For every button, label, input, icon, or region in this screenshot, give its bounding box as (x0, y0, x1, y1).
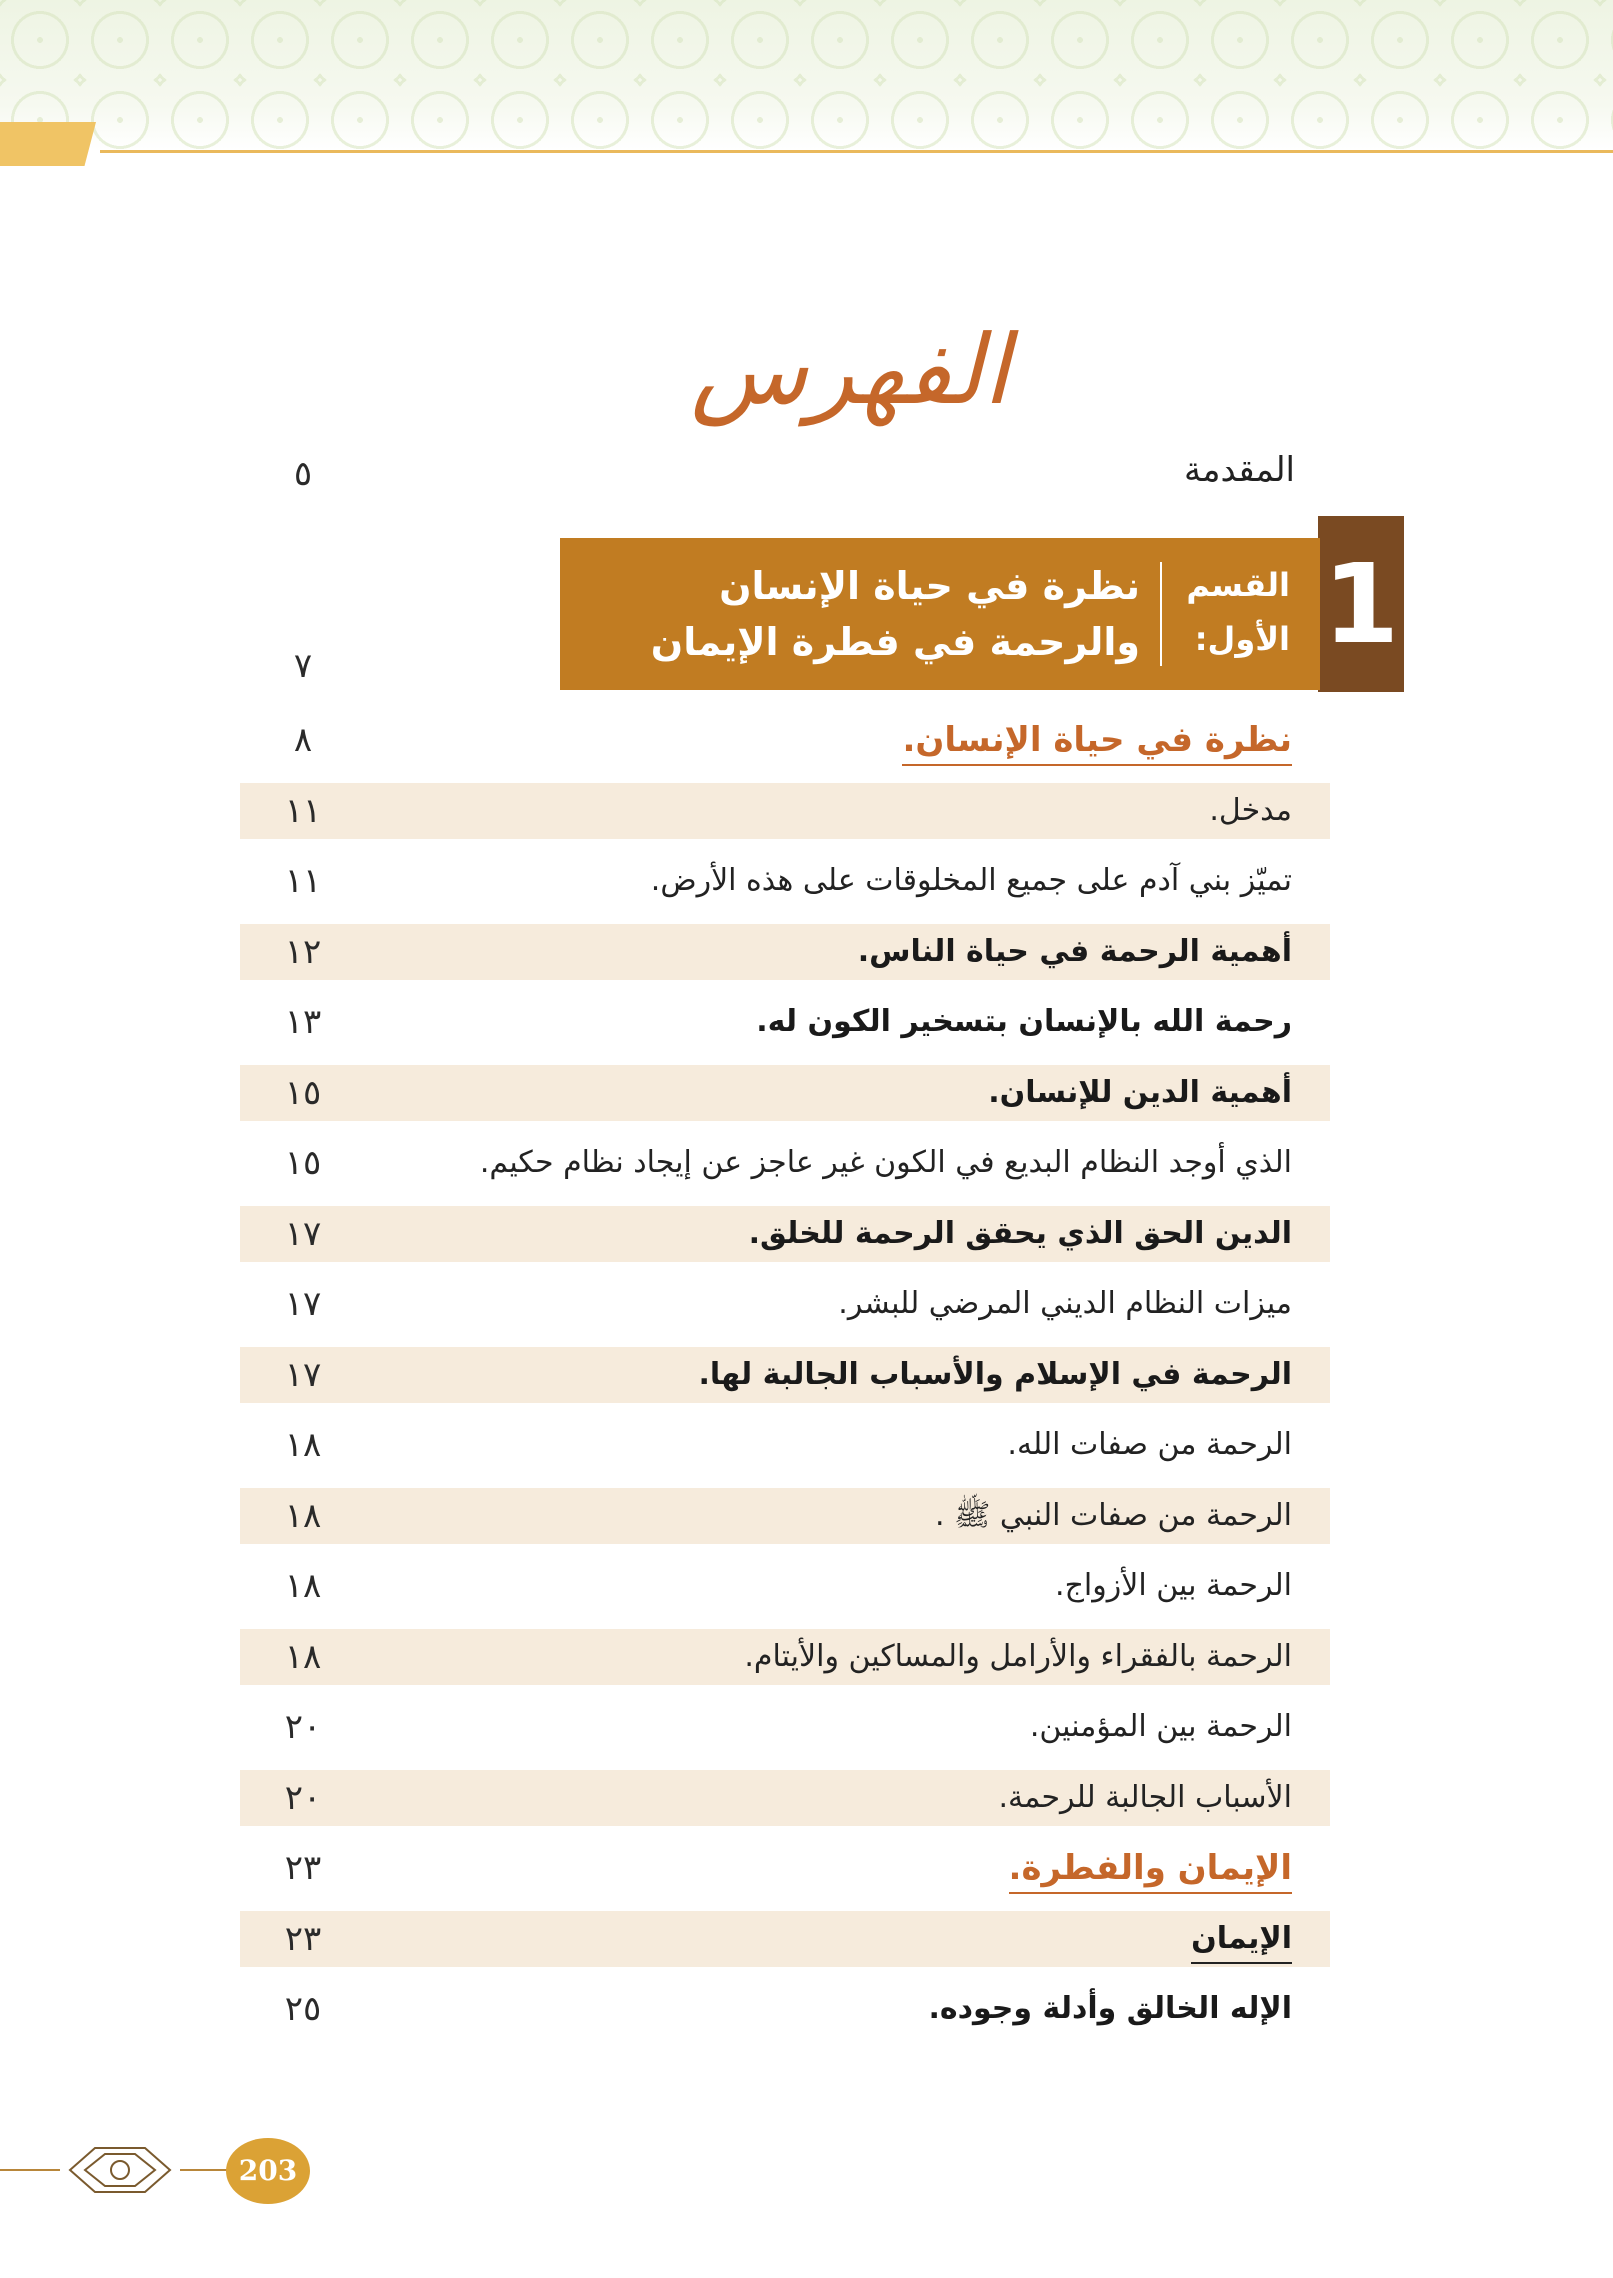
toc-row (240, 1981, 1330, 2037)
toc-row (240, 1558, 1330, 1614)
toc-entry-page: ١٨ (284, 1637, 322, 1677)
toc-row (240, 1770, 1330, 1826)
toc-entry-label: الذي أوجد النظام البديع في الكون غير عاجز عن إيجاد نظام حكيم. (479, 1145, 1292, 1180)
banner-divider (1160, 562, 1162, 666)
part-label-line1: القسم (1186, 566, 1290, 604)
toc-intro-page: ٥ (293, 454, 313, 494)
toc-row (240, 1840, 1330, 1896)
top-rule-line (100, 150, 1613, 153)
toc-entry-label: الرحمة في الإسلام والأسباب الجالبة لها. (698, 1357, 1292, 1392)
toc-row (240, 1699, 1330, 1755)
toc-row (240, 853, 1330, 909)
toc-entry-label: الدين الحق الذي يحقق الرحمة للخلق. (748, 1216, 1292, 1251)
toc-entry-label: الرحمة بين المؤمنين. (1029, 1709, 1292, 1744)
toc-row (240, 783, 1330, 839)
part-title-line2: والرحمة في فطرة الإيمان (650, 620, 1140, 664)
toc-row (240, 1417, 1330, 1473)
toc-entry-page: ١١ (284, 861, 322, 901)
toc-entry-page: ٢٣ (284, 1919, 322, 1959)
toc-entry-label: الأسباب الجالبة للرحمة. (998, 1780, 1292, 1815)
toc-entry-page: ١٨ (284, 1425, 322, 1465)
toc-row (240, 994, 1330, 1050)
page-title (660, 250, 1040, 450)
toc-entry-page: ٢٠ (284, 1778, 322, 1818)
toc-row (240, 1488, 1330, 1544)
toc-entry-page: ١٨ (284, 1566, 322, 1606)
toc-row (240, 1065, 1330, 1121)
part-title-line1: نظرة في حياة الإنسان (719, 564, 1140, 608)
toc-entry-label: الرحمة بين الأزواج. (1055, 1568, 1292, 1603)
part-one-banner (560, 538, 1320, 690)
toc-row (240, 1206, 1330, 1262)
part-one-page: ٧ (293, 646, 313, 686)
toc-row (240, 924, 1330, 980)
toc-entry-page: ١٧ (284, 1284, 322, 1324)
toc-entry-label: الإيمان والفطرة. (1009, 1846, 1292, 1894)
toc-entry-label: رحمة الله بالإنسان بتسخير الكون له. (756, 1004, 1292, 1039)
page-number-badge: 203 (226, 2138, 310, 2204)
toc-entry-label: الإيمان (1191, 1917, 1292, 1964)
toc-entry-label: تميّز بني آدم على جميع المخلوقات على هذه الأرض. (650, 863, 1292, 898)
toc-row (240, 1276, 1330, 1332)
part-number-badge: 1 (1318, 516, 1404, 692)
toc-entry-page: ١٧ (284, 1214, 322, 1254)
top-corner-tab (0, 122, 96, 166)
toc-entry-label: نظرة في حياة الإنسان. (902, 718, 1292, 766)
toc-intro-label: المقدمة (1184, 450, 1295, 490)
toc-entry-page: ٢٠ (284, 1707, 322, 1747)
page-title-text: الفهرس (690, 314, 1010, 426)
toc-entry-page: ١٨ (284, 1496, 322, 1536)
toc-entry-label: أهمية الرحمة في حياة الناس. (857, 934, 1292, 969)
toc-entry-label: أهمية الدين للإنسان. (988, 1075, 1292, 1110)
part-title (651, 558, 1140, 670)
top-decorative-band (0, 0, 1613, 150)
toc-entry-page: ٢٥ (284, 1989, 322, 2029)
toc-entry-page: ٨ (293, 720, 313, 760)
toc-entry-page: ١٢ (284, 932, 322, 972)
toc-entry-label: الإله الخالق وأدلة وجوده. (928, 1991, 1292, 2026)
toc-entry-page: ١٥ (284, 1073, 322, 1113)
toc-row (240, 712, 1330, 768)
part-label-line2: الأول: (1194, 620, 1290, 658)
toc-entry-label: ميزات النظام الديني المرضي للبشر. (838, 1286, 1292, 1321)
toc-entry-label: الرحمة من صفات النبي ﷺ . (935, 1498, 1292, 1533)
toc-entry-label: الرحمة من صفات الله. (1007, 1427, 1292, 1462)
toc-row (240, 1347, 1330, 1403)
toc-entry-page: ٢٣ (284, 1848, 322, 1888)
toc-entry-page: ١٣ (284, 1002, 322, 1042)
footer-ornament-icon (0, 2140, 240, 2200)
toc-entry-label: مدخل. (1209, 793, 1292, 828)
toc-row (240, 1629, 1330, 1685)
toc-entry-page: ١٧ (284, 1355, 322, 1395)
toc-row (240, 1911, 1330, 1967)
toc-row (240, 1135, 1330, 1191)
toc-entry-label: الرحمة بالفقراء والأرامل والمساكين والأيتام. (744, 1639, 1292, 1674)
toc-entry-page: ١٥ (284, 1143, 322, 1183)
part-label (1180, 558, 1290, 666)
toc-entry-page: ١١ (284, 791, 322, 831)
